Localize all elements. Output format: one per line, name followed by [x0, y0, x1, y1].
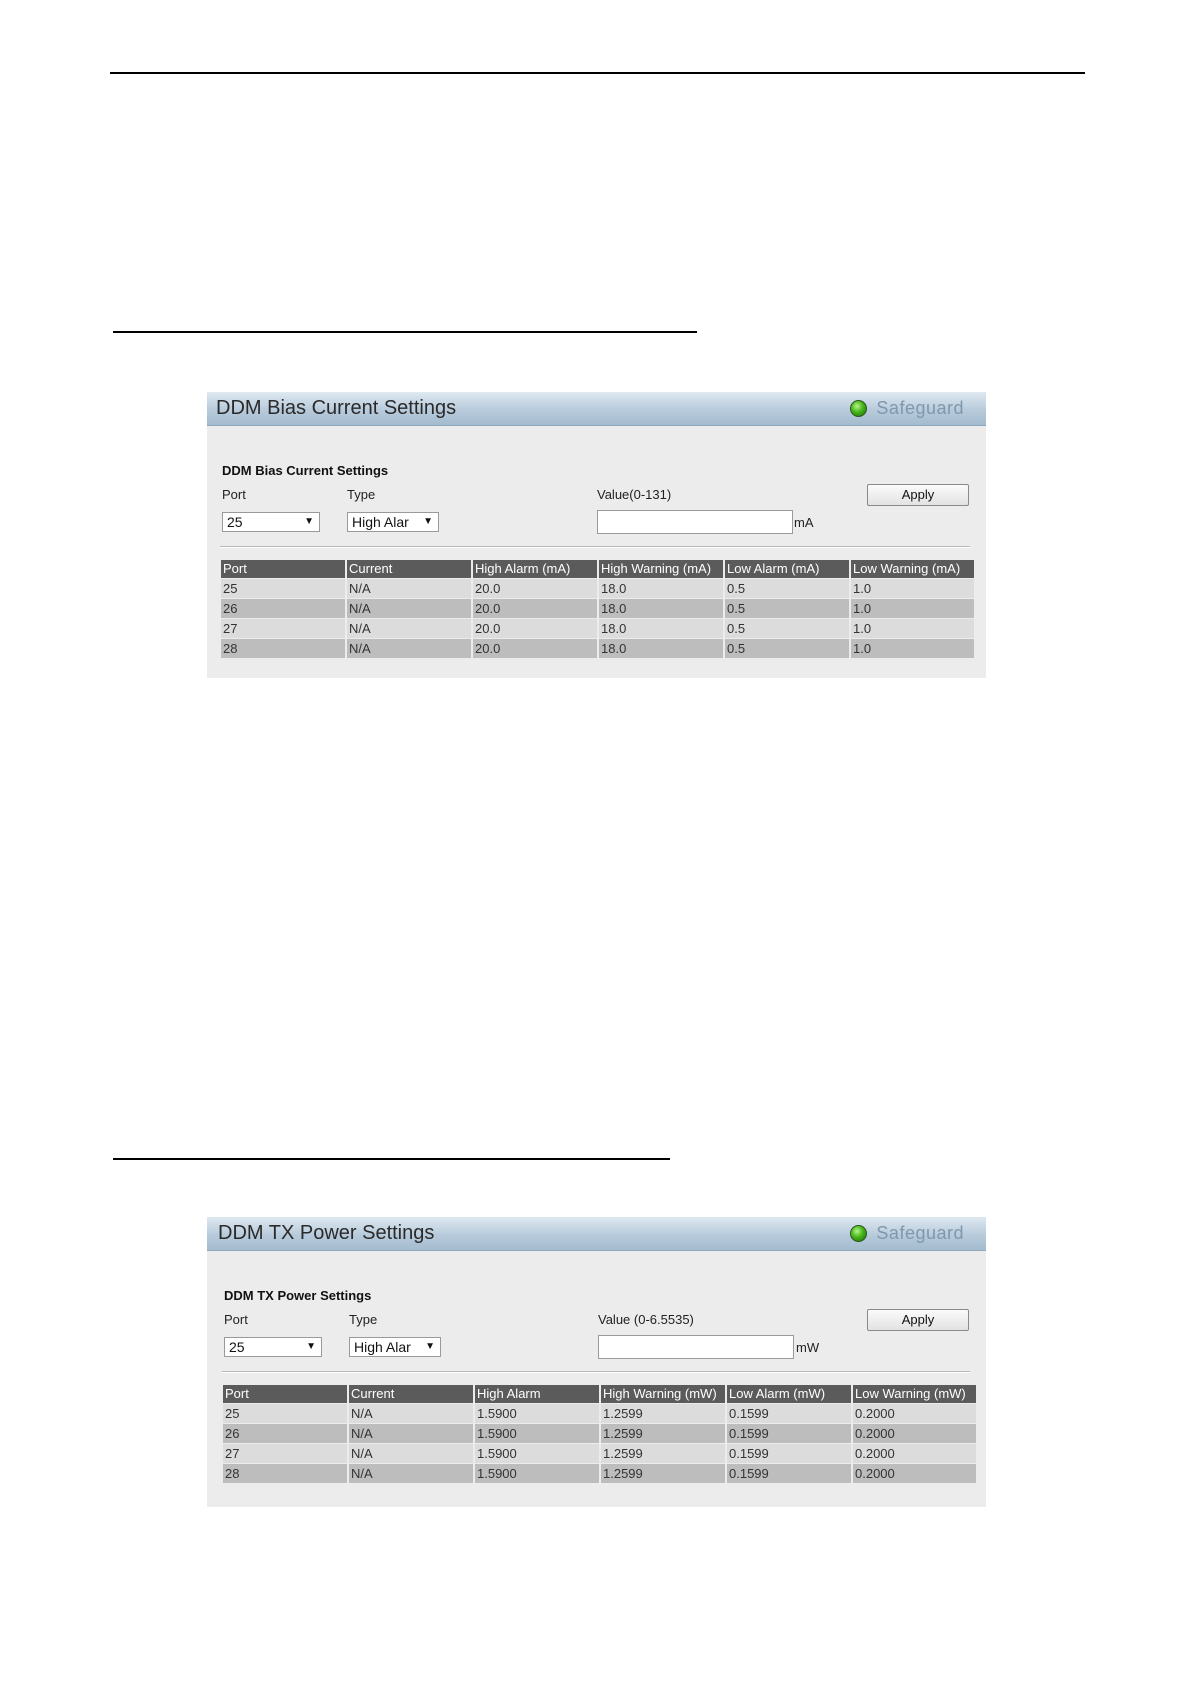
safeguard-label: Safeguard	[876, 1223, 964, 1243]
table-cell: 1.0	[851, 639, 974, 658]
table-cell: 28	[221, 639, 345, 658]
unit-label: mA	[794, 515, 814, 530]
table-cell: N/A	[349, 1464, 473, 1483]
port-label: Port	[222, 487, 246, 502]
column-header: High Alarm (mA)	[473, 560, 597, 578]
table-cell: 18.0	[599, 639, 723, 658]
table-cell: 1.5900	[475, 1444, 599, 1463]
table-cell: 18.0	[599, 579, 723, 598]
type-select-value: High Alar	[354, 1339, 411, 1355]
table-cell: 1.5900	[475, 1404, 599, 1423]
column-header: Low Alarm (mA)	[725, 560, 849, 578]
port-select-value: 25	[229, 1339, 245, 1355]
tx-power-settings-panel	[207, 1217, 986, 1507]
table-cell: N/A	[347, 579, 471, 598]
apply-button[interactable]: Apply	[867, 1309, 969, 1331]
section-rule-bias	[113, 331, 697, 333]
panel-header	[207, 392, 986, 426]
table-cell: 1.5900	[475, 1464, 599, 1483]
table-cell: 0.5	[725, 579, 849, 598]
section-title: DDM TX Power Settings	[224, 1288, 372, 1303]
table-cell: 0.5	[725, 619, 849, 638]
column-header: High Warning (mA)	[599, 560, 723, 578]
table-cell: 1.2599	[601, 1424, 725, 1443]
type-label: Type	[349, 1312, 378, 1327]
column-header: High Warning (mW)	[601, 1385, 725, 1403]
safeguard-indicator	[850, 1223, 964, 1244]
table-cell: 25	[221, 579, 345, 598]
dropdown-arrow-icon: ▼	[425, 1341, 435, 1352]
port-label: Port	[224, 1312, 248, 1327]
table-cell: 27	[223, 1444, 347, 1463]
dropdown-arrow-icon: ▼	[306, 1341, 316, 1352]
table-cell: 1.2599	[601, 1444, 725, 1463]
table-cell: 18.0	[599, 619, 723, 638]
panel-divider	[222, 1371, 970, 1373]
table-cell: 1.0	[851, 579, 974, 598]
table-cell: 0.2000	[853, 1404, 976, 1423]
table-cell: N/A	[349, 1444, 473, 1463]
table-row	[223, 1444, 976, 1463]
type-select[interactable]	[347, 512, 439, 532]
dropdown-arrow-icon: ▼	[423, 516, 433, 527]
table-cell: 27	[221, 619, 345, 638]
table-cell: 20.0	[473, 639, 597, 658]
port-select[interactable]	[222, 512, 320, 532]
table-cell: 28	[223, 1464, 347, 1483]
table-cell: 0.5	[725, 639, 849, 658]
bias-settings-panel	[207, 392, 986, 678]
panel-title: DDM TX Power Settings	[218, 1222, 435, 1244]
type-select-value: High Alar	[352, 514, 409, 530]
port-select[interactable]	[224, 1337, 322, 1357]
table-row	[221, 619, 974, 638]
apply-button[interactable]: Apply	[867, 484, 969, 506]
table-cell: 1.0	[851, 599, 974, 618]
value-input[interactable]	[597, 510, 793, 534]
table-cell: 20.0	[473, 619, 597, 638]
table-cell: 0.1599	[727, 1444, 851, 1463]
table-cell: 25	[223, 1404, 347, 1423]
table-cell: 1.2599	[601, 1404, 725, 1423]
table-cell: N/A	[347, 639, 471, 658]
unit-label: mW	[796, 1340, 820, 1355]
panel-header	[207, 1217, 986, 1251]
table-cell: 1.5900	[475, 1424, 599, 1443]
column-header: Current	[349, 1385, 473, 1403]
column-header: Low Warning (mA)	[851, 560, 974, 578]
table-cell: N/A	[347, 619, 471, 638]
section-rule-tx	[113, 1158, 670, 1160]
table-cell: 0.1599	[727, 1464, 851, 1483]
table-cell: 0.5	[725, 599, 849, 618]
column-header: Low Warning (mW)	[853, 1385, 976, 1403]
table-cell: N/A	[349, 1404, 473, 1423]
table-cell: 0.1599	[727, 1404, 851, 1423]
table-header-row	[221, 560, 974, 578]
page-top-rule	[110, 72, 1085, 74]
bias-table	[219, 559, 976, 659]
table-row	[223, 1464, 976, 1483]
table-cell: 26	[223, 1424, 347, 1443]
table-cell: N/A	[347, 599, 471, 618]
value-input[interactable]	[598, 1335, 794, 1359]
safeguard-label: Safeguard	[876, 398, 964, 418]
column-header: Port	[223, 1385, 347, 1403]
table-cell: 1.0	[851, 619, 974, 638]
table-row	[221, 639, 974, 658]
column-header: High Alarm	[475, 1385, 599, 1403]
green-led-icon	[850, 400, 867, 417]
column-header: Low Alarm (mW)	[727, 1385, 851, 1403]
type-select[interactable]	[349, 1337, 441, 1357]
value-label: Value(0-131)	[597, 487, 672, 502]
dropdown-arrow-icon: ▼	[304, 516, 314, 527]
table-cell: 26	[221, 599, 345, 618]
safeguard-indicator	[850, 398, 964, 419]
column-header: Current	[347, 560, 471, 578]
type-label: Type	[347, 487, 376, 502]
section-title: DDM Bias Current Settings	[222, 463, 389, 478]
table-cell: 0.2000	[853, 1444, 976, 1463]
panel-divider	[220, 546, 970, 548]
table-row	[223, 1424, 976, 1443]
table-header-row	[223, 1385, 976, 1403]
panel-title: DDM Bias Current Settings	[216, 397, 457, 419]
table-cell: 18.0	[599, 599, 723, 618]
value-label: Value (0-6.5535)	[598, 1312, 694, 1327]
table-cell: 1.2599	[601, 1464, 725, 1483]
table-cell: 0.1599	[727, 1424, 851, 1443]
table-row	[221, 599, 974, 618]
column-header: Port	[221, 560, 345, 578]
port-select-value: 25	[227, 514, 243, 530]
table-cell: N/A	[349, 1424, 473, 1443]
table-row	[223, 1404, 976, 1423]
table-cell: 0.2000	[853, 1424, 976, 1443]
green-led-icon	[850, 1225, 867, 1242]
table-cell: 0.2000	[853, 1464, 976, 1483]
table-cell: 20.0	[473, 599, 597, 618]
table-row	[221, 579, 974, 598]
table-cell: 20.0	[473, 579, 597, 598]
tx-power-table	[221, 1384, 978, 1484]
